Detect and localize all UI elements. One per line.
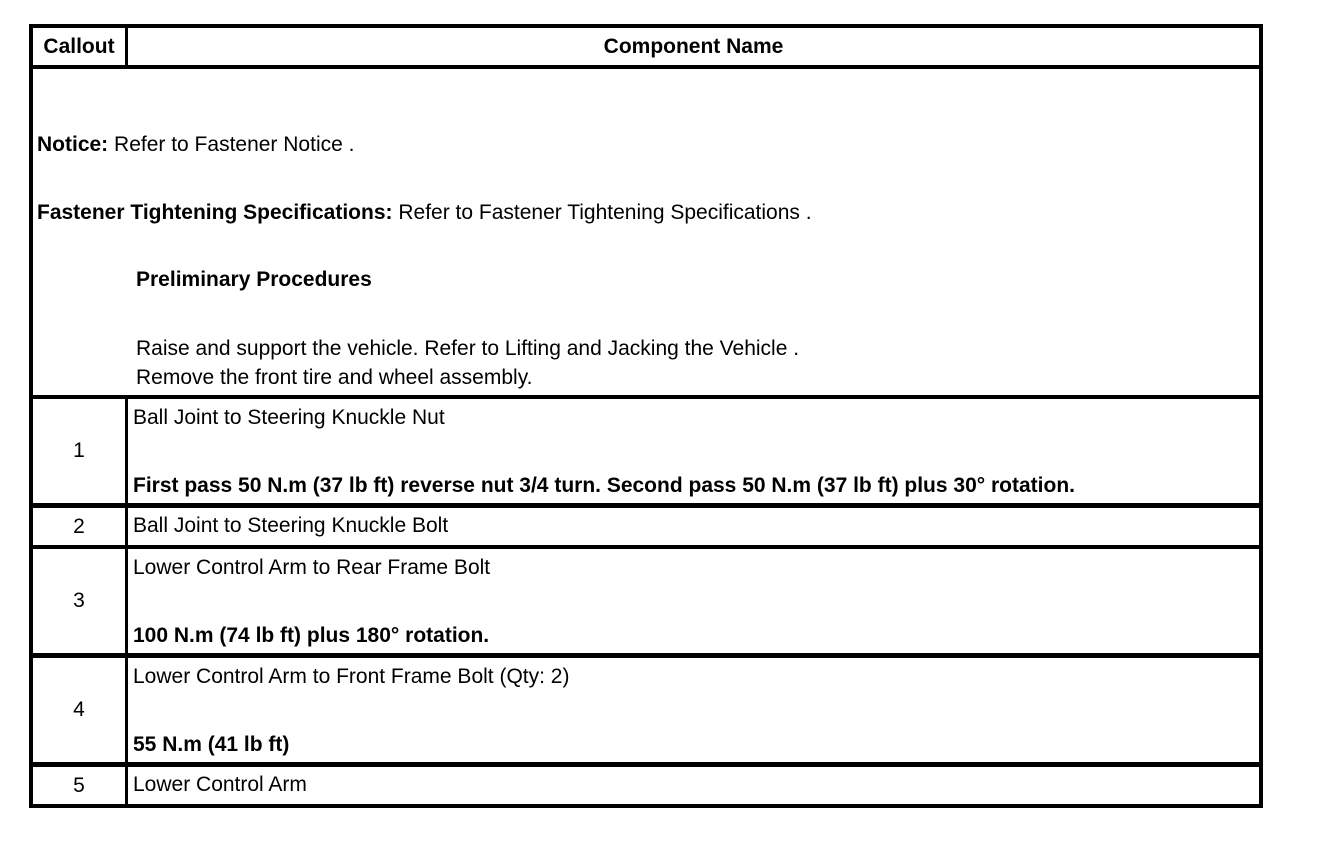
component-name: Lower Control Arm bbox=[133, 773, 307, 796]
notice-text: Refer to Fastener Notice . bbox=[108, 133, 355, 156]
specs-text: Refer to Fastener Tightening Specifications . bbox=[392, 201, 812, 224]
callout-cell: 4 bbox=[33, 658, 125, 762]
intro-section bbox=[33, 69, 1259, 395]
component-name: Ball Joint to Steering Knuckle Nut bbox=[133, 406, 445, 429]
component-cell bbox=[128, 399, 1259, 503]
component-name: Lower Control Arm to Front Frame Bolt (Qty: 2) bbox=[133, 665, 570, 688]
preliminary-heading: Preliminary Procedures bbox=[136, 268, 372, 291]
component-cell bbox=[128, 658, 1259, 762]
specs-line bbox=[37, 201, 812, 225]
torque-spec: First pass 50 N.m (37 lb ft) reverse nut 3/4 turn. Second pass 50 N.m (37 lb ft) plus 30° rotation. bbox=[133, 474, 1075, 497]
step-2: Remove the front tire and wheel assembly. bbox=[136, 366, 533, 389]
callout-cell: 2 bbox=[33, 508, 125, 545]
notice-line bbox=[37, 133, 354, 157]
callout-cell: 3 bbox=[33, 549, 125, 653]
callout-cell: 1 bbox=[33, 399, 125, 503]
torque-spec: 100 N.m (74 lb ft) plus 180° rotation. bbox=[133, 624, 490, 647]
fastener-table bbox=[29, 24, 1263, 808]
header-component-name: Component Name bbox=[128, 28, 1259, 65]
component-cell bbox=[128, 508, 1259, 545]
notice-label: Notice: bbox=[37, 133, 109, 156]
step-1: Raise and support the vehicle. Refer to Lifting and Jacking the Vehicle . bbox=[136, 337, 800, 360]
component-name: Ball Joint to Steering Knuckle Bolt bbox=[133, 514, 449, 537]
torque-spec: 55 N.m (41 lb ft) bbox=[133, 733, 290, 756]
component-cell bbox=[128, 767, 1259, 804]
specs-label: Fastener Tightening Specifications: bbox=[37, 201, 393, 224]
component-cell bbox=[128, 549, 1259, 653]
component-name: Lower Control Arm to Rear Frame Bolt bbox=[133, 556, 491, 579]
header-callout: Callout bbox=[33, 28, 125, 65]
callout-cell: 5 bbox=[33, 767, 125, 804]
